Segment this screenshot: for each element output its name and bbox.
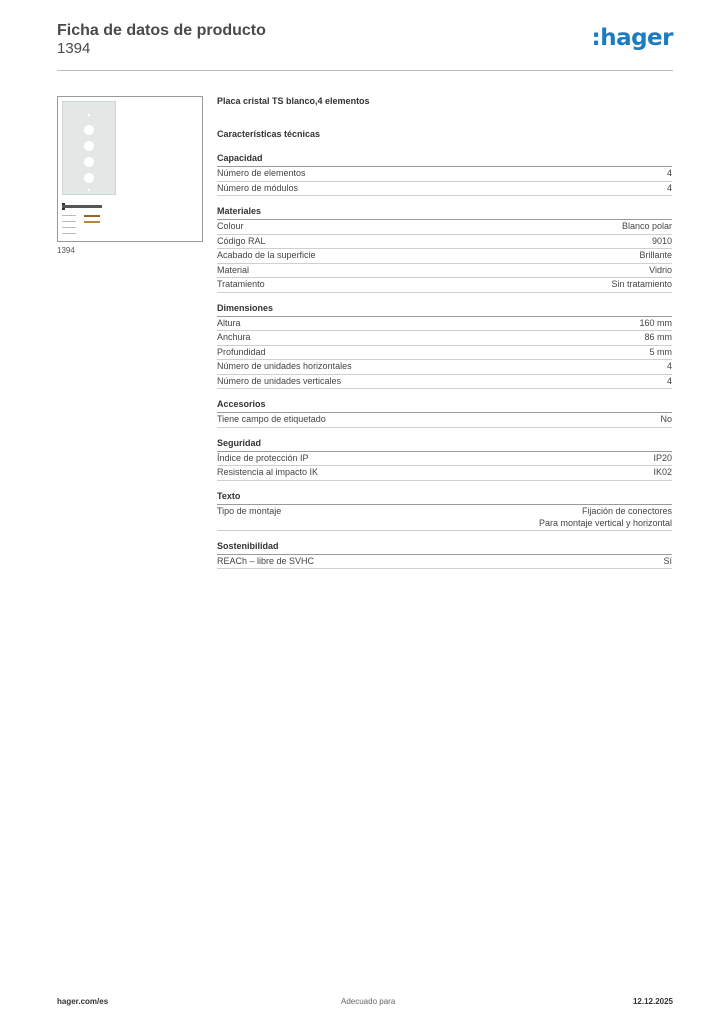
page-header: [57, 20, 673, 71]
spec-label: Acabado de la superficie: [217, 250, 316, 260]
spec-value: [667, 360, 672, 374]
spec-row: [217, 375, 672, 390]
spec-label: Número de unidades horizontales: [217, 361, 352, 371]
spec-value-line: 9010: [651, 235, 672, 246]
spec-row: [217, 220, 672, 235]
footer-note: Adecuado para: [341, 997, 396, 1006]
spec-label: Tiene campo de etiquetado: [217, 414, 326, 424]
spec-row: [217, 413, 672, 428]
spec-value: [650, 346, 673, 360]
clip-icon: [84, 215, 100, 217]
spec-value-line: 4: [666, 182, 672, 193]
spec-value-line: IK02: [653, 467, 672, 477]
spec-row: [217, 235, 672, 250]
spec-label: Número de módulos: [217, 182, 299, 193]
spec-value-line: Brillante: [639, 250, 672, 260]
plate-hole: [84, 157, 94, 167]
plate-hole: [84, 141, 94, 151]
spec-value-line: 160 mm: [639, 317, 672, 328]
clip-icon: [84, 221, 100, 223]
spec-row: [217, 278, 672, 293]
spec-section: [217, 541, 672, 570]
spec-sections: [217, 153, 672, 569]
line-icon: [62, 221, 76, 222]
product-description: Placa cristal TS blanco,4 elementos: [217, 96, 370, 106]
spec-label: Código RAL: [217, 235, 266, 246]
spec-row: [217, 317, 672, 332]
spec-value-line: 4: [666, 168, 672, 178]
section-title: Seguridad: [217, 438, 672, 452]
spec-value: [667, 375, 672, 389]
document-title: Ficha de datos de producto: [57, 22, 266, 39]
plate-pin: [88, 114, 90, 116]
spec-row: [217, 346, 672, 361]
spec-section: [217, 303, 672, 390]
spec-row: [217, 505, 672, 531]
spec-value: [667, 167, 672, 181]
spec-label: Número de elementos: [217, 168, 306, 178]
product-code: 1394: [57, 40, 91, 57]
plate-hole: [84, 173, 94, 183]
spec-row: [217, 555, 672, 570]
spec-value: [653, 452, 672, 466]
spec-value: [539, 505, 672, 530]
spec-value-line: 86 mm: [644, 332, 672, 342]
spec-section: [217, 491, 672, 531]
section-title: Sostenibilidad: [217, 541, 672, 555]
line-icon: [62, 233, 76, 234]
spec-value-line: Fijación de conectores: [581, 505, 672, 516]
spec-value-line: Sí: [663, 555, 672, 566]
section-title: Accesorios: [217, 399, 672, 413]
section-title: Capacidad: [217, 153, 672, 167]
spec-value: [653, 466, 672, 480]
spec-row: [217, 452, 672, 467]
hager-logo: :hager: [591, 25, 673, 51]
plate-pin: [88, 189, 90, 191]
spec-label: Anchura: [217, 332, 251, 342]
section-title: Materiales: [217, 206, 672, 220]
section-title: Texto: [217, 491, 672, 505]
spec-section: [217, 399, 672, 428]
spec-label: Tratamiento: [217, 279, 265, 289]
spec-value-line: Sin tratamiento: [611, 279, 672, 289]
product-image: [57, 96, 203, 242]
spec-value-line: Vidrio: [649, 264, 672, 275]
spec-value: [622, 220, 672, 234]
spec-section: [217, 206, 672, 293]
spec-value-line: IP20: [653, 452, 672, 463]
spec-row: [217, 331, 672, 346]
spec-value: [611, 278, 672, 292]
plate-hole: [84, 125, 94, 135]
spec-value-line: 5 mm: [649, 346, 672, 357]
spec-label: REACh – libre de SVHC: [217, 555, 315, 566]
image-caption: 1394: [57, 246, 75, 255]
footer-date: 12.12.2025: [632, 997, 673, 1006]
spec-label: Altura: [217, 317, 241, 328]
spec-value-line: Blanco polar: [621, 221, 672, 231]
spec-value: [649, 264, 672, 278]
spec-row: [217, 182, 672, 197]
spec-label: Colour: [217, 221, 244, 231]
line-icon: [62, 215, 76, 216]
footer-website: hager.com/es: [57, 997, 109, 1006]
spec-label: Tipo de montaje: [217, 505, 282, 516]
spec-value: [639, 249, 672, 263]
spec-label: Profundidad: [217, 346, 266, 357]
spec-label: Índice de protección IP: [217, 452, 309, 463]
spec-value: [644, 331, 672, 345]
spec-value-line: 4: [666, 375, 672, 386]
spec-row: [217, 264, 672, 279]
spec-value: [639, 317, 672, 331]
spec-value: [667, 182, 672, 196]
spec-content: [217, 92, 672, 569]
spec-value-line: 4: [666, 361, 672, 371]
spec-value-line: No: [660, 414, 672, 424]
spec-row: [217, 466, 672, 481]
glass-plate-illustration: [62, 101, 116, 195]
spec-value: [660, 413, 672, 427]
spec-section: [217, 153, 672, 196]
section-title: Dimensiones: [217, 303, 672, 317]
spec-row: [217, 360, 672, 375]
spec-label: Material: [217, 264, 250, 275]
spec-row: [217, 167, 672, 182]
spec-value-line: Para montaje vertical y horizontal: [538, 517, 672, 528]
line-icon: [62, 227, 76, 228]
profile-bar: [62, 205, 102, 208]
spec-section: [217, 438, 672, 481]
spec-value: [663, 555, 672, 569]
spec-label: Número de unidades verticales: [217, 375, 342, 386]
spec-row: [217, 249, 672, 264]
spec-value: [652, 235, 672, 249]
spec-label: Resistencia al impacto IK: [217, 467, 319, 477]
tech-title: Características técnicas: [217, 129, 321, 139]
